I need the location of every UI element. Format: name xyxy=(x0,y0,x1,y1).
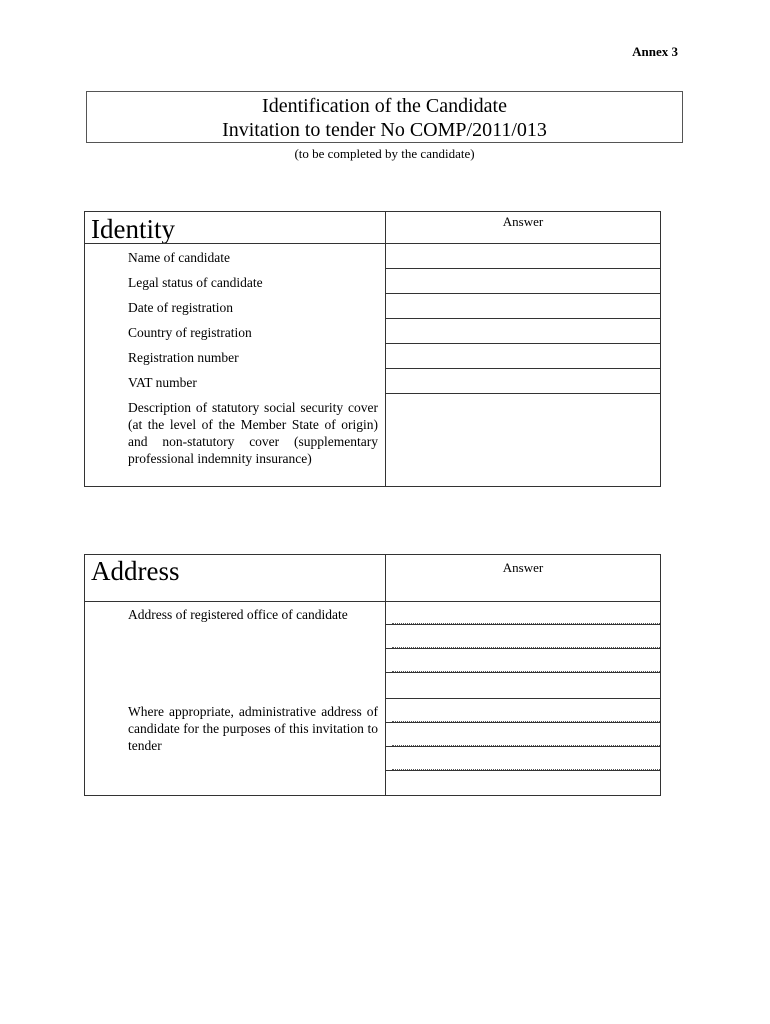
tender-reference: Invitation to tender No COMP/2011/013 xyxy=(222,119,547,141)
field-label-legal-status: Legal status of candidate xyxy=(128,275,263,290)
address-answer-header: Answer xyxy=(502,560,544,575)
field-label-registration-number: Registration number xyxy=(128,350,239,365)
field-label-country-of-registration: Country of registration xyxy=(128,325,252,340)
field-label-social-security-cover: Description of statutory social security cover (at the level of the Member State of origin) and non-statutory cover (supplementary professional indemnity insurance) xyxy=(128,400,378,466)
field-label-vat-number: VAT number xyxy=(128,375,197,390)
document-title: Identification of the Candidate xyxy=(262,95,507,117)
identity-section xyxy=(84,211,661,487)
annex-label: Annex 3 xyxy=(632,44,678,59)
address-heading: Address xyxy=(91,556,180,586)
title-box xyxy=(86,91,683,143)
address-section xyxy=(84,554,661,796)
identity-heading: Identity xyxy=(91,214,175,244)
field-label-date-of-registration: Date of registration xyxy=(128,300,233,315)
identity-answer-header: Answer xyxy=(502,214,544,229)
completion-note: (to be completed by the candidate) xyxy=(294,146,475,161)
field-label-administrative-address: Where appropriate, administrative address of candidate for the purposes of this invitation to tender xyxy=(128,704,378,753)
field-label-name-of-candidate: Name of candidate xyxy=(128,250,230,265)
field-label-registered-office-address: Address of registered office of candidate xyxy=(128,607,348,622)
